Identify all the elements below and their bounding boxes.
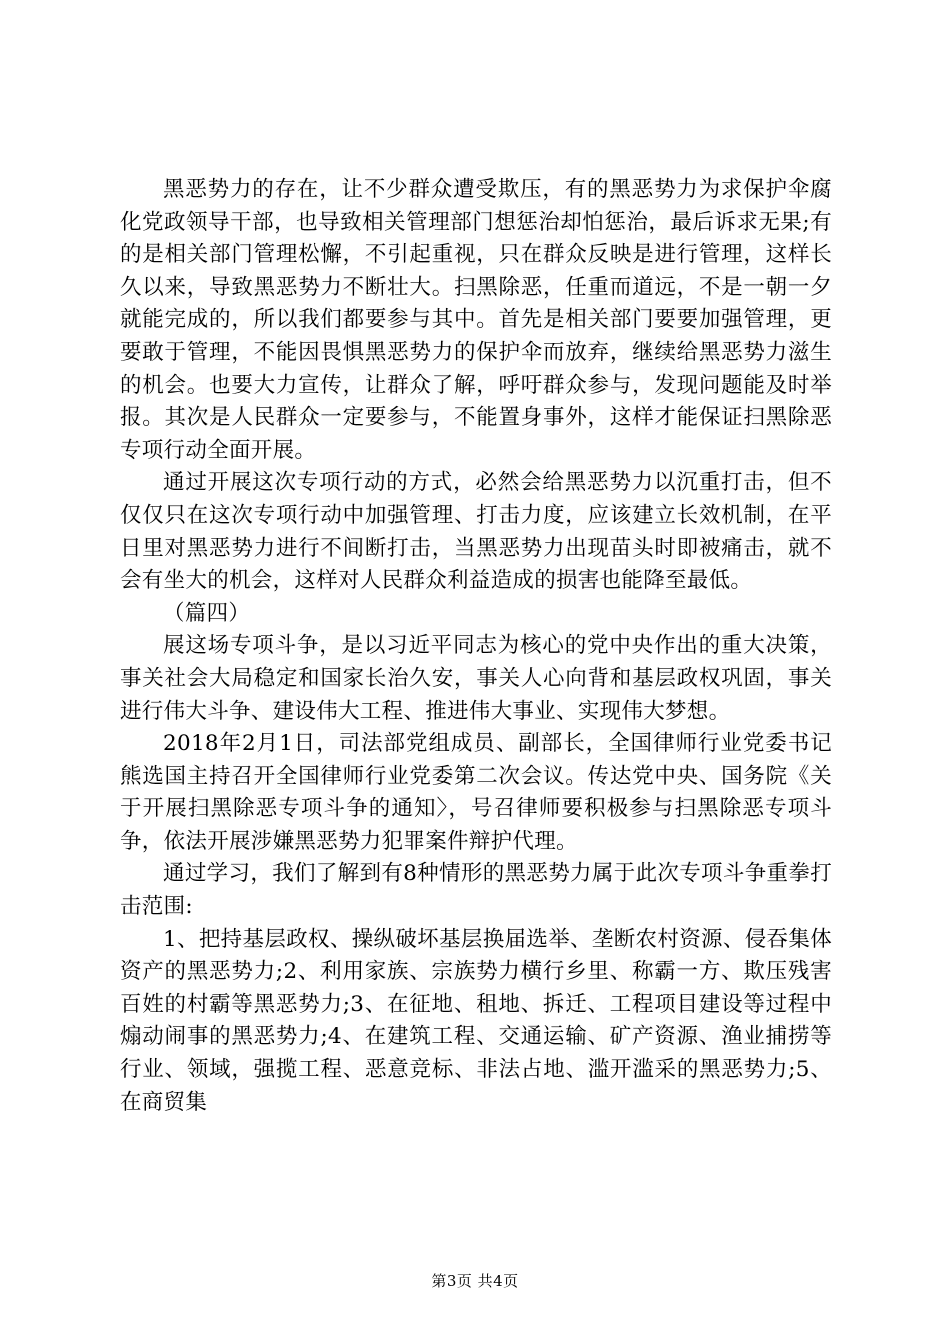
- paragraph-5: 通过学习，我们了解到有8种情形的黑恶势力属于此次专项斗争重拳打击范围:: [120, 861, 832, 920]
- paragraph-2: 通过开展这次专项行动的方式，必然会给黑恶势力以沉重打击，但不仅仅只在这次专项行动中加强管理、打击力度，应该建立长效机制，在平日里对黑恶势力进行不间断打击，当黑恶势力出现苗头时即被痛击，就不会有坐大的机会，这样对人民群众利益造成的损害也能降至最低。: [120, 470, 832, 594]
- page-footer: 第3页 共4页: [431, 1272, 519, 1290]
- paragraph-4: 2018年2月1日，司法部党组成员、副部长，全国律师行业党委书记熊选国主持召开全国律师行业党委第二次会议。传达党中央、国务院《关于开展扫黑除恶专项斗争的通知〉，号召律师要积极参与扫黑除恶专项斗争，依法开展涉嫌黑恶势力犯罪案件辩护代理。: [120, 731, 832, 854]
- paragraph-1: 黑恶势力的存在，让不少群众遭受欺压，有的黑恶势力为求保护伞腐化党政领导干部，也导致相关管理部门想惩治却怕惩治，最后诉求无果;有的是相关部门管理松懈，不引起重视，只在群众反映是进行管理，这样长久以来，导致黑恶势力不断壮大。扫黑除恶，任重而道远，不是一朝一夕就能完成的，所以我们都要参与其中。首先是相关部门要要加强管理，更要敢于管理，不能因畏惧黑恶势力的保护伞而放弃，继续给黑恶势力滋生的机会。也要大力宣传，让群众了解，呼吁群众参与，发现问题能及时举报。其次是人民群众一定要参与，不能置身事外，这样才能保证扫黑除恶专项行动全面开展。: [120, 177, 832, 463]
- paragraph-6: 1、把持基层政权、操纵破坏基层换届选举、垄断农村资源、侵吞集体资产的黑恶势力;2、利用家族、宗族势力横行乡里、称霸一方、欺压残害百姓的村霸等黑恶势力;3、在征地、租地、拆迁、工程项目建设等过程中煽动闹事的黑恶势力;4、在建筑工程、交通运输、矿产资源、渔业捕捞等行业、领域，强揽工程、恶意竞标、非法占地、滥开滥采的黑恶势力;5、在商贸集: [120, 926, 832, 1115]
- paragraph-3: 展这场专项斗争，是以习近平同志为核心的党中央作出的重大决策，事关社会大局稳定和国家长治久安，事关人心向背和基层政权巩固，事关进行伟大斗争、建设伟大工程、推进伟大事业、实现伟大梦想。: [120, 633, 832, 724]
- section-heading: （篇四）: [163, 600, 251, 626]
- document-body: [120, 174, 832, 1119]
